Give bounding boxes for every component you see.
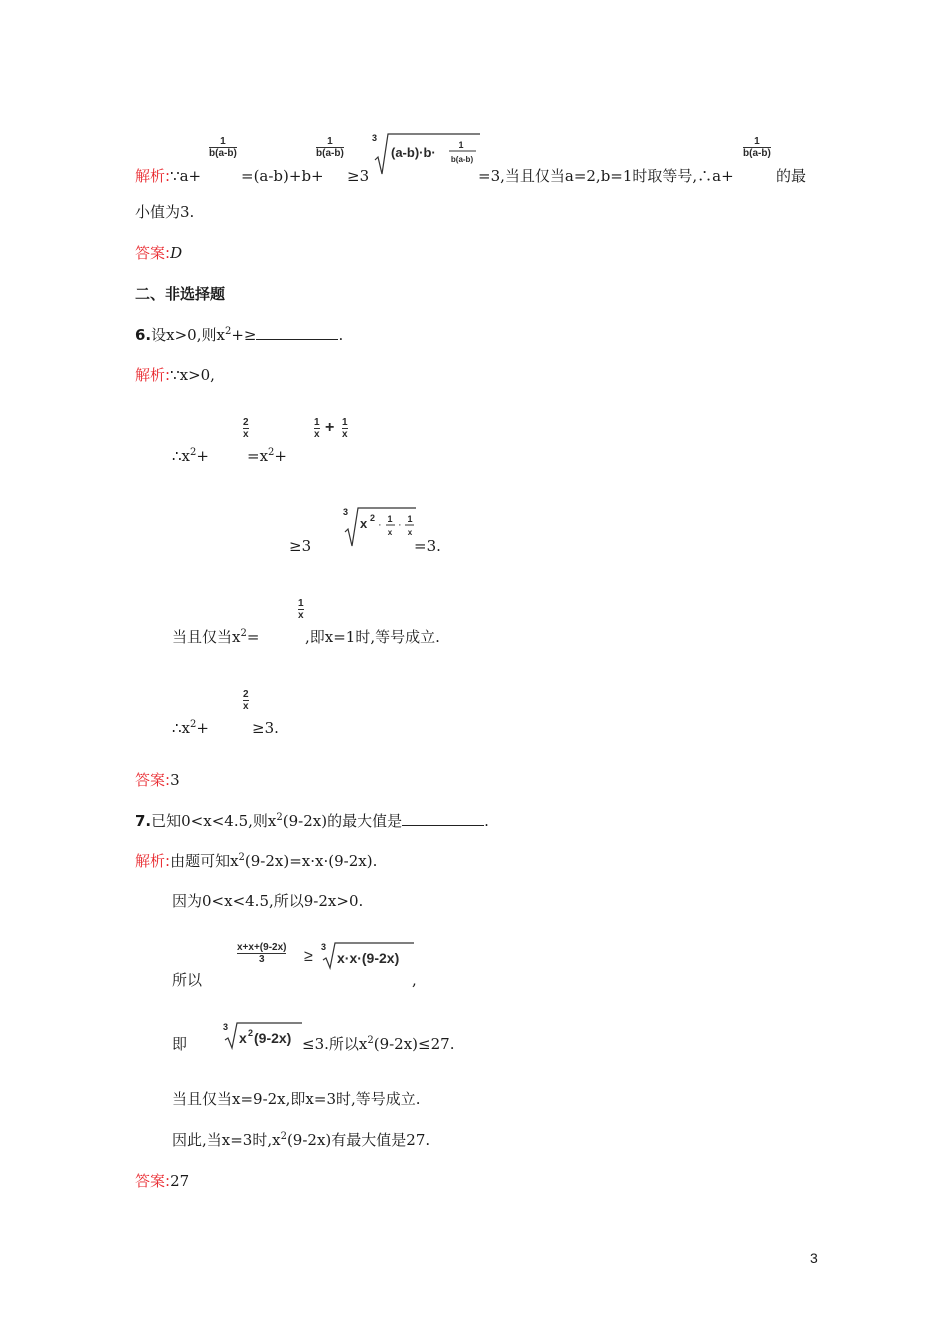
geq-sign: ≥: [304, 948, 313, 965]
svg-text:x: x: [360, 516, 368, 531]
svg-text:·: ·: [398, 519, 402, 531]
q7-solution-line4: 即: [172, 1035, 188, 1053]
q7-answer: [135, 1171, 189, 1191]
cube-root-expression: [342, 504, 422, 548]
svg-text:x·x·(9-2x): x·x·(9-2x): [337, 950, 400, 966]
q7-solution-line5: 当且仅当x=9-2x,即x=3时,等号成立.: [172, 1090, 421, 1108]
fraction: 1 x: [298, 598, 304, 621]
root-index: 3: [223, 1022, 229, 1032]
root-body: (a-b)·b·: [391, 145, 436, 160]
q6-solution-line2: $\therefore x^2+$: [172, 447, 209, 465]
q5-answer: [135, 243, 182, 263]
answer-blank: [256, 325, 338, 340]
q5-solution-line2: 小值为3.: [135, 203, 195, 221]
answer-blank: [402, 811, 484, 826]
q7-stem: 7.已知0<x<4.5,则$x^2(9-2x)$的最大值是 .: [135, 812, 489, 830]
question-number: 6.: [135, 326, 152, 344]
q6-answer: [135, 770, 180, 790]
svg-text:x: x: [239, 1030, 247, 1046]
answer-label: 答案:: [135, 1172, 171, 1190]
svg-text:1: 1: [407, 514, 413, 524]
svg-text:2: 2: [370, 513, 376, 523]
document-page: 1 b(a-b) 1 b(a-b) 3 (a-b)·b· 1 b(a-b) 1 b(a-b) 解析:∵a+ =(a-b)+b+ ≥3 =3,当且仅当a=2,b=1时取等号,∴a+ 的最 小值为3. 答案:D 二、非选择题 6.设x>0,则$x^2+\ge$ . 解析:∵x>0, $\therefore x^2+$ 2 x $=x^2+$ 1 x + 1 x ≥3 3 x 2 · 1 x · 1 x =3. 当且仅当$x^2=$ 1 x ,即x=1时,等号成立. $\therefore x^2+$ 2 x ≥3. 答案:3 7.已知0<x<4.5,则$x^2(9-2x)$的最大值是 . 解析:由题可知$x^2(9-2x)=x\cdot x\cdot(9-2x)$. 因为0<x<4.5,所以9-2x>0. 所以 x+x+(9-2x) 3 ≥ 3 x·x·(9-2x) , 即 3 x 2 (9-2x) ≤3.所以$x^2(9-2x)\le 27$. 当且仅当x=9-2x,即x=3时,等号成立. 因此,当x=3时$,x^2(9-2x)$有最大值是27. 答案:27 3: [0, 0, 950, 1344]
fraction: [209, 136, 237, 159]
answer-value: 3: [170, 771, 180, 789]
fraction: 1 x: [314, 417, 320, 440]
fraction-numerator: 1: [220, 136, 226, 147]
answer-value: D: [170, 244, 183, 262]
solution-label: 解析:: [135, 852, 171, 870]
solution-label: 解析:: [135, 167, 171, 185]
fraction: 2 x: [243, 689, 249, 712]
fraction: 1 b(a-b): [316, 136, 344, 159]
svg-text:2: 2: [248, 1028, 254, 1038]
svg-text:x: x: [407, 528, 413, 537]
page-number: 3: [810, 1250, 818, 1266]
q6-solution-line1: 解析:∵x>0,: [135, 366, 215, 384]
q5-solution-line1: 解析:∵a+: [135, 167, 202, 185]
answer-label: 答案:: [135, 771, 171, 789]
root-index: 3: [343, 507, 349, 517]
svg-text:·: ·: [378, 519, 382, 531]
root-index: 3: [321, 942, 327, 952]
q6-stem: 6.设x>0,则$x^2+\ge$ .: [135, 326, 344, 344]
cube-root-expression: [372, 130, 482, 176]
fraction: 1 x: [342, 417, 348, 440]
q6-solution-line5: $\therefore x^2+$: [172, 719, 209, 737]
cube-root-expression: [222, 1020, 304, 1050]
cube-root-expression: [320, 940, 416, 970]
q6-solution-line3: ≥3: [289, 537, 312, 555]
question-number: 7.: [135, 812, 152, 830]
solution-label: 解析:: [135, 366, 171, 384]
plus-sign: +: [325, 419, 335, 436]
q6-solution-line4: 当且仅当$x^2=$: [172, 628, 260, 646]
q7-solution-line3: 所以: [172, 971, 203, 989]
svg-text:x: x: [387, 528, 393, 537]
fraction: 2 x: [243, 417, 249, 440]
svg-text:(9-2x): (9-2x): [254, 1030, 292, 1046]
q7-solution-line6: 因此,当x=3时$,x^2(9-2x)$有最大值是27.: [172, 1131, 431, 1149]
svg-text:1: 1: [387, 514, 393, 524]
q7-solution-line2: 因为0<x<4.5,所以9-2x>0.: [172, 892, 364, 910]
fraction: 1 b(a-b): [743, 136, 771, 159]
fraction: x+x+(9-2x) 3: [237, 942, 287, 965]
answer-value: 27: [170, 1172, 190, 1190]
section-heading: 二、非选择题: [135, 285, 226, 303]
root-index: 3: [372, 133, 378, 143]
fraction-denominator: b(a-b): [209, 148, 237, 159]
fraction-denominator: b(a-b): [450, 155, 474, 164]
answer-label: 答案:: [135, 244, 171, 262]
fraction-numerator: 1: [458, 140, 464, 150]
q7-solution-line1: 解析:由题可知$x^2(9-2x)=x\cdot x\cdot(9-2x)$.: [135, 852, 378, 870]
